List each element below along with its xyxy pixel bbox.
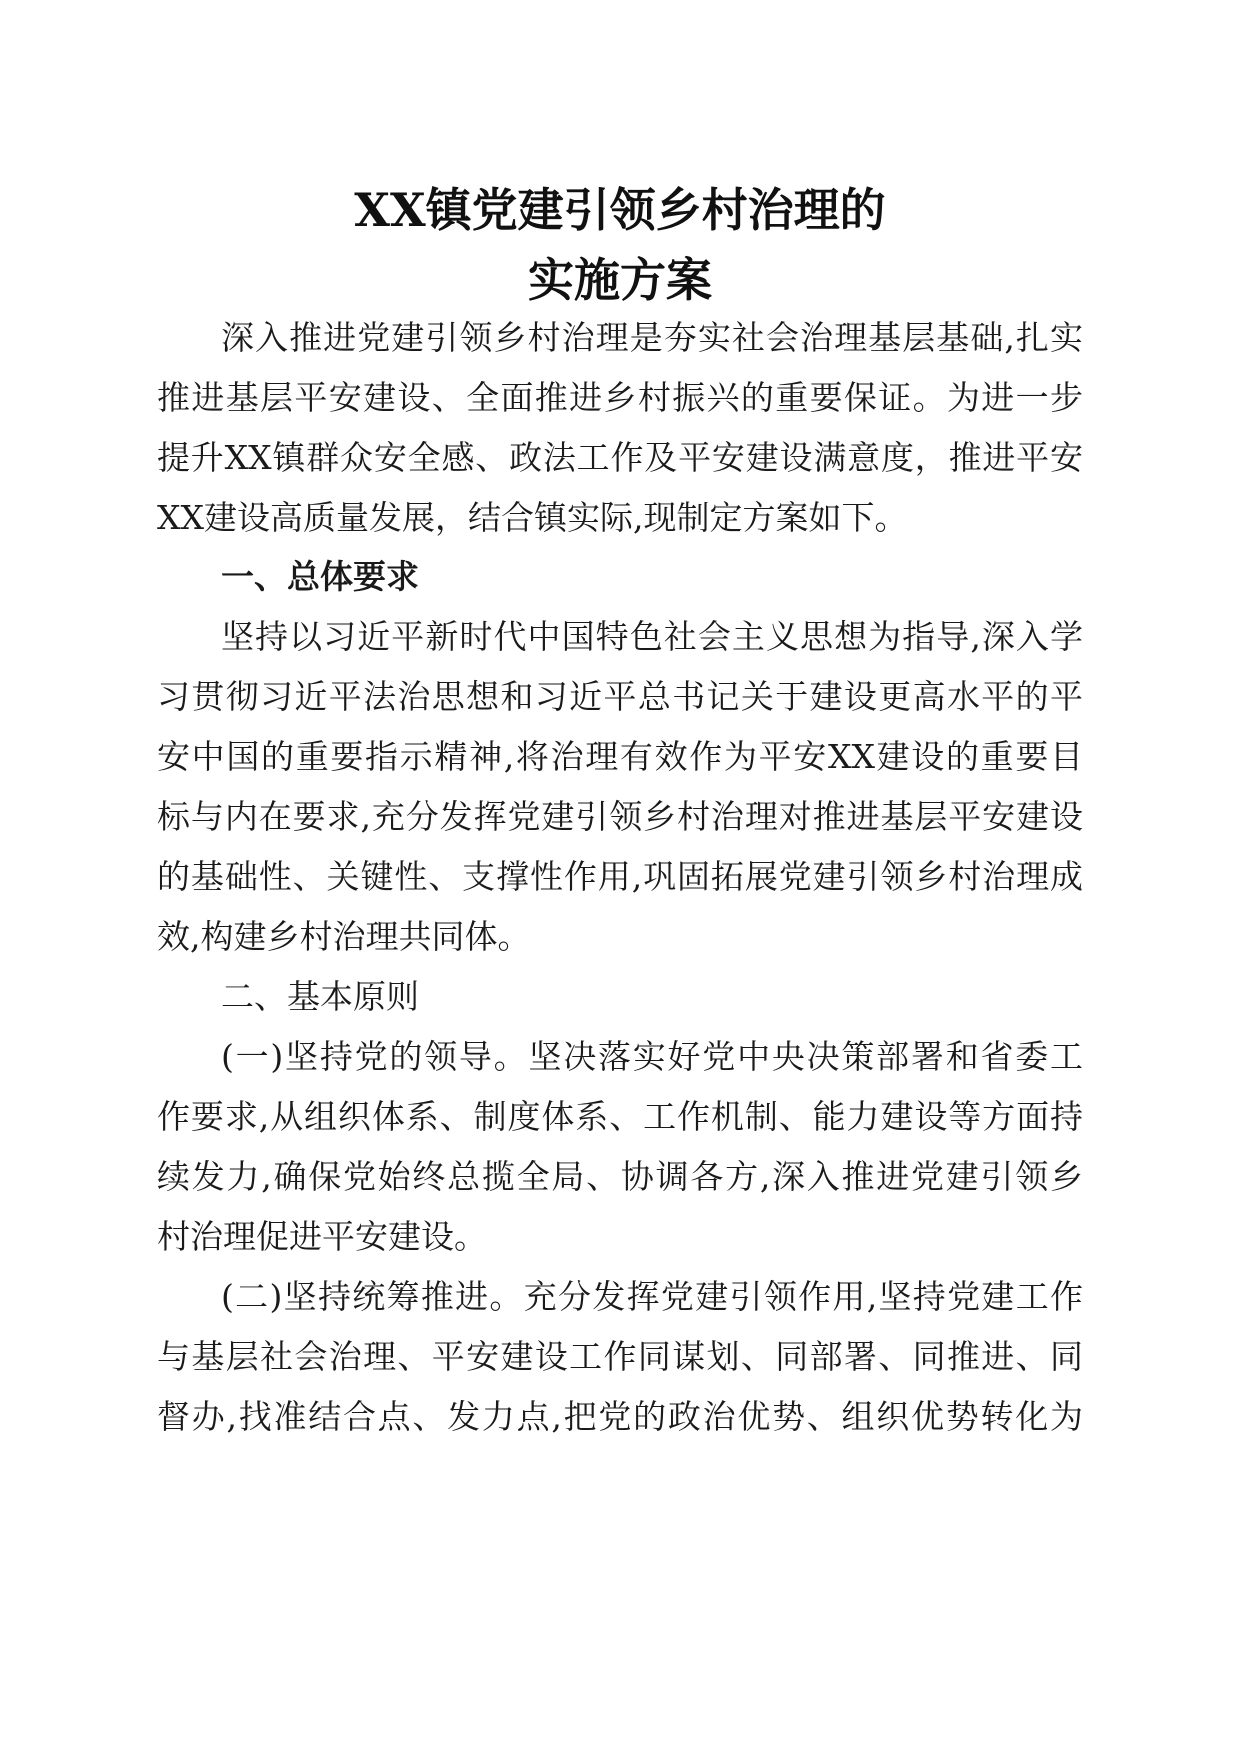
principle1-line: 作要求,从组织体系、制度体系、工作机制、能力建设等方面持 [157,1097,1083,1136]
section1-line: 坚持以习近平新时代中国特色社会主义思想为指导,深入学 [221,617,1083,656]
section1-line: 效,构建乡村治理共同体。 [157,917,531,956]
section1-line: 安中国的重要指示精神,将治理有效作为平安XX建设的重要目 [157,737,1083,776]
section-heading-basic-principles: 二、基本原则 [221,977,419,1016]
section1-line: 习贯彻习近平法治思想和习近平总书记关于建设更高水平的平 [157,677,1083,716]
section1-line: 标与内在要求,充分发挥党建引领乡村治理对推进基层平安建设 [157,797,1083,836]
principle2-line: (二)坚持统筹推进。充分发挥党建引领作用,坚持党建工作 [221,1277,1083,1316]
intro-line: XX建设高质量发展，结合镇实际,现制定方案如下。 [157,498,908,537]
principle1-line: (一)坚持党的领导。坚决落实好党中央决策部署和省委工 [221,1037,1083,1076]
section-heading-general-requirements: 一、总体要求 [221,557,419,596]
intro-line: 提升XX镇群众安全感、政法工作及平安建设满意度，推进平安 [157,438,1083,477]
principle2-line: 督办,找准结合点、发力点,把党的政治优势、组织优势转化为 [157,1397,1083,1436]
principle1-line: 续发力,确保党始终总揽全局、协调各方,深入推进党建引领乡 [157,1157,1083,1196]
principle1-line: 村治理促进平安建设。 [157,1217,487,1256]
intro-line: 推进基层平安建设、全面推进乡村振兴的重要保证。为进一步 [157,378,1083,417]
document-title-line-2: 实施方案 [528,253,712,307]
principle2-line: 与基层社会治理、平安建设工作同谋划、同部署、同推进、同 [157,1337,1083,1376]
intro-line: 深入推进党建引领乡村治理是夯实社会治理基层基础,扎实 [221,318,1083,357]
document-title-line-1: XX镇党建引领乡村治理的 [354,183,886,237]
section1-line: 的基础性、关键性、支撑性作用,巩固拓展党建引领乡村治理成 [157,857,1083,896]
